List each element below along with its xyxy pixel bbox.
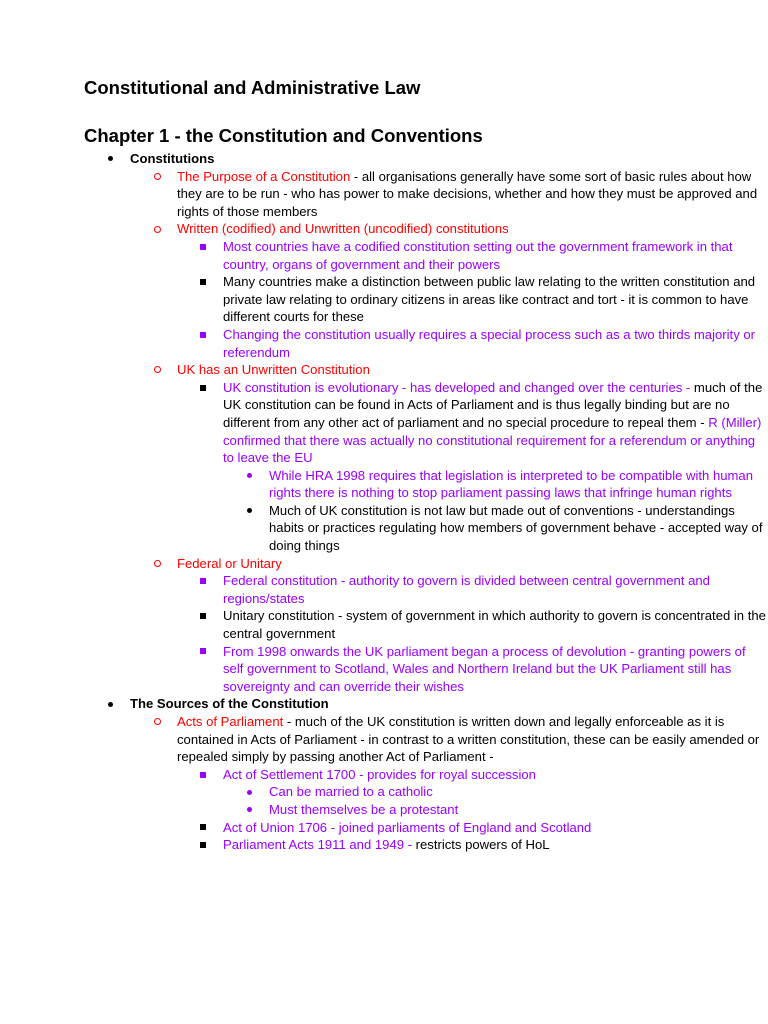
square-bullet-icon: [197, 238, 209, 256]
case-reference: R (Miller) confirmed that there was actually no constitutional requirement for a referendum or anything to leave the EU: [223, 414, 762, 466]
topic-text: - all organisations generally have some sort of basic rules about how they are to be run - who has power to make decisions, whether and how they must be approved and rights of those members: [177, 168, 758, 219]
list-item: [0, 783, 768, 801]
ring-bullet-icon: [151, 168, 163, 186]
ring-bullet-icon: [151, 555, 163, 573]
document-title: Constitutional and Administrative Law: [84, 77, 421, 98]
square-bullet-icon: [197, 643, 209, 661]
topic-label: The Purpose of a Constitution: [177, 168, 351, 184]
list-item: [0, 273, 768, 326]
list-item-constitutions: [0, 150, 768, 168]
list-item: [0, 467, 768, 502]
disc-bullet-icon: [243, 502, 255, 520]
note-text: Parliament Acts 1911 and 1949 -: [223, 837, 413, 853]
list-item: [0, 326, 768, 361]
topic-label: Written (codified) and Unwritten (uncodified) constitutions: [177, 221, 509, 237]
note-text: Unitary constitution - system of government in which authority to govern is concentrated in the central government: [223, 608, 766, 642]
note-text: UK constitution is evolutionary - has developed and changed over the centuries -: [223, 379, 691, 395]
list-item: [0, 572, 768, 607]
list-item-sources: [0, 695, 768, 713]
section-heading: The Sources of the Constitution: [130, 696, 329, 712]
topic-label: UK has an Unwritten Constitution: [177, 362, 370, 378]
topic-label: Federal or Unitary: [177, 555, 282, 571]
square-bullet-icon: [197, 273, 209, 291]
square-bullet-icon: [197, 572, 209, 590]
ring-bullet-icon: [151, 220, 163, 238]
note-text: Many countries make a distinction between public law relating to the written constitution and private law relating to ordinary citizens in areas like contract and tort - it is common to have different courts for these: [223, 274, 756, 325]
list-item: [0, 379, 768, 467]
list-item-purpose: [0, 168, 768, 221]
square-bullet-icon: [197, 607, 209, 625]
list-item: [0, 766, 768, 784]
list-item: [0, 643, 768, 696]
ring-bullet-icon: [151, 713, 163, 731]
note-text: Changing the constitution usually requires a special process such as a two thirds majority or referendum: [223, 326, 756, 360]
note-text: Can be married to a catholic: [269, 784, 433, 800]
square-bullet-icon: [197, 379, 209, 397]
list-item: [0, 836, 768, 854]
square-bullet-icon: [197, 836, 209, 854]
list-item-federal: [0, 555, 768, 573]
disc-bullet-icon: [243, 801, 255, 819]
note-text: restricts powers of HoL: [412, 837, 550, 853]
note-text: Much of UK constitution is not law but made out of conventions - understandings habits or practices regulating how members of government behave - accepted way of doing things: [269, 502, 763, 554]
list-item: [0, 502, 768, 555]
note-text: Must themselves be a protestant: [269, 801, 459, 817]
disc-bullet-icon: [104, 695, 116, 713]
topic-label: Acts of Parliament: [177, 714, 284, 729]
disc-bullet-icon: [104, 150, 116, 168]
list-item-acts: [0, 713, 768, 766]
note-text: Act of Union 1706 - joined parliaments of England and Scotland: [223, 819, 592, 835]
notes-outline: [0, 150, 768, 854]
list-item: [0, 607, 768, 642]
note-text: From 1998 onwards the UK parliament began a process of devolution - granting powers of self government to Scotland, Wales and Northern Ireland but the UK Parliament still has sovereignty and can override their wishes: [223, 643, 746, 694]
disc-bullet-icon: [243, 467, 255, 485]
note-text: Federal constitution - authority to govern is divided between central government and regions/states: [223, 573, 710, 606]
note-text: Most countries have a codified constitution setting out the government framework in that country, organs of government and their powers: [223, 238, 733, 272]
list-item: [0, 819, 768, 837]
section-heading: Constitutions: [130, 151, 215, 166]
list-item: [0, 801, 768, 819]
topic-text: - much of the UK constitution is written down and legally enforceable as it is contained in Acts of Parliament - in contrast to a written constitution, these can be easily amended or repealed simply by passing another Act of Parliament -: [177, 714, 760, 765]
list-item: [0, 238, 768, 273]
square-bullet-icon: [197, 326, 209, 344]
ring-bullet-icon: [151, 361, 163, 379]
note-text: much of the UK constitution can be found in Acts of Parliament and is thus legally binding but are no different from any other act of parliament and no special procedure to repeal them -: [223, 379, 763, 430]
list-item-uk: [0, 361, 768, 379]
disc-bullet-icon: [243, 783, 255, 801]
chapter-title: Chapter 1 - the Constitution and Conventions: [84, 125, 483, 146]
list-item-written: [0, 220, 768, 238]
square-bullet-icon: [197, 766, 209, 784]
note-text: While HRA 1998 requires that legislation is interpreted to be compatible with human rights there is nothing to stop parliament passing laws that infringe human rights: [269, 467, 754, 501]
square-bullet-icon: [197, 819, 209, 837]
note-text: Act of Settlement 1700 - provides for royal succession: [223, 766, 536, 782]
